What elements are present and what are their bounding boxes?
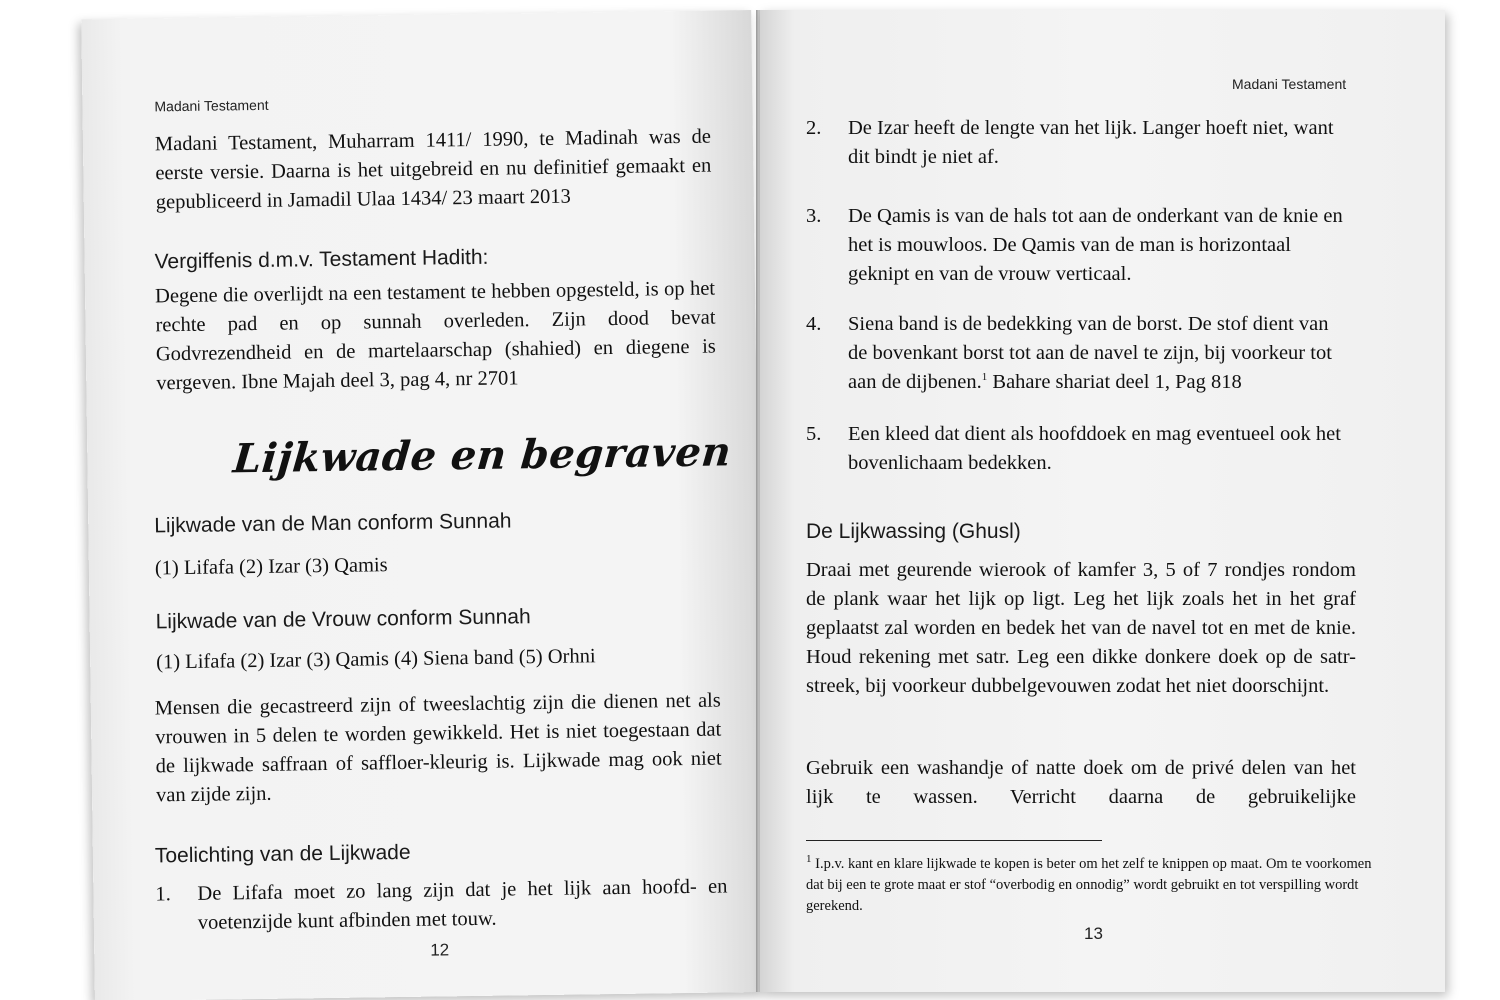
footnote-divider — [806, 840, 1102, 841]
list-item-text: De Qamis is van de hals tot aan de onderkant van de knie en het is mouwloos. De Qamis van de man is horizontaal geknipt en van de vrouw verticaal. — [848, 205, 1343, 285]
list-item-text: De Lifafa moet zo lang zijn dat je het lijk aan hoofd- en voetenzijde kunt afbinden met touw. — [197, 875, 728, 934]
washing-paragraph: Draai met geurende wierook of kamfer 3, 5 of 7 rondjes rondom de plank waar het lijk op ligt. Leg het lijk zoals het in het graf geplaatst zal worden en bedek het van de navel tot en met de knie. Houd rekening met satr. Leg een dikke donkere doek op de satr-streek, bij voorkeur dubbelgevouwen zodat het niet doorschijnt. — [806, 559, 1356, 697]
right-page — [760, 10, 1445, 992]
intro-paragraph: Madani Testament, Muharram 1411/ 1990, te Madinah was de eerste versie. Daarna is het uitgebreid en nu definitief gemaakt en gepubliceerd in Jamadil Ulaa 1434/ 23 maart 2013 — [154, 125, 712, 214]
list-item — [806, 420, 1346, 478]
running-head: Madani Testament — [1232, 76, 1347, 92]
list-item — [806, 310, 1346, 397]
man-shroud-heading: Lijkwade van de Man conform Sunnah — [154, 509, 512, 538]
left-page — [81, 10, 765, 1000]
page-number: 13 — [1084, 924, 1103, 943]
washing-heading: De Lijkwassing (Ghusl) — [806, 520, 1021, 543]
list-item-number: 4. — [806, 313, 822, 335]
footnote-number: 1 — [806, 853, 812, 866]
running-head: Madani Testament — [154, 96, 269, 115]
list-item-text: De Izar heeft de lengte van het lijk. Langer hoeft niet, want dit bindt je niet af. — [848, 117, 1334, 168]
footnote-marker: 1 — [981, 371, 988, 384]
list-item — [806, 114, 1346, 172]
chapter-title: Lijkwade en begraven — [231, 428, 734, 483]
people-paragraph: Mensen die gecastreerd zijn of tweeslachtig zijn die dienen net als vrouwen in 5 delen te worden gewikkeld. Het is niet toegestaan dat de lijkwade saffraan of saffloer-kleurig is. Lijkwade mag ook niet van zijde zijn. — [154, 689, 722, 807]
list-item-main-text: Siena band is de bedekking van de borst. De stof dient van de bovenkant borst tot aan de navel te zijn, bij voorkeur tot aan de dijbenen. — [848, 313, 1332, 393]
list-item — [155, 872, 728, 938]
list-item-number: 1. — [155, 883, 171, 906]
woman-shroud-list: (1) Lifafa (2) Izar (3) Qamis (4) Siena band (5) Orhni — [156, 645, 596, 674]
woman-shroud-heading: Lijkwade van de Vrouw conform Sunnah — [155, 605, 531, 634]
list-item-number: 3. — [806, 205, 822, 227]
man-shroud-list: (1) Lifafa (2) Izar (3) Qamis — [154, 554, 388, 580]
list-item-number: 5. — [806, 423, 822, 445]
footnote — [806, 854, 1380, 917]
list-item-text — [848, 310, 1346, 397]
page-number: 12 — [430, 940, 450, 960]
list-item-text: Een kleed dat dient als hoofddoek en mag eventueel ook het bovenlichaam bedekken. — [848, 423, 1341, 474]
source-reference: Bahare shariat deel 1, Pag 818 — [987, 371, 1242, 393]
washing-paragraph-continued: Gebruik een washandje of natte doek om de privé delen van het lijk te wassen. Verricht daarna de gebruikelijke — [806, 757, 1356, 808]
explanation-heading: Toelichting van de Lijkwade — [154, 840, 411, 868]
list-item — [806, 202, 1346, 289]
footnote-text: I.p.v. kant en klare lijkwade te kopen is beter om het zelf te knippen op maat. Om te voorkomen dat bij een te grote maat er stof “overbodig en onnodig” wordt gebruikt en tot verspilling wordt gerekend. — [806, 856, 1372, 914]
list-item-number: 2. — [806, 117, 822, 139]
forgiveness-heading: Vergiffenis d.m.v. Testament Hadith: — [154, 245, 489, 274]
forgiveness-paragraph: Degene die overlijdt na een testament te hebben opgesteld, is op het rechte pad en op sunnah overleden. Zijn dood bevat Godvrezendheid en de martelaarschap (shahied) en diegene is vergeven. Ibne Majah deel 3, pag 4, nr 2701 — [154, 277, 716, 395]
